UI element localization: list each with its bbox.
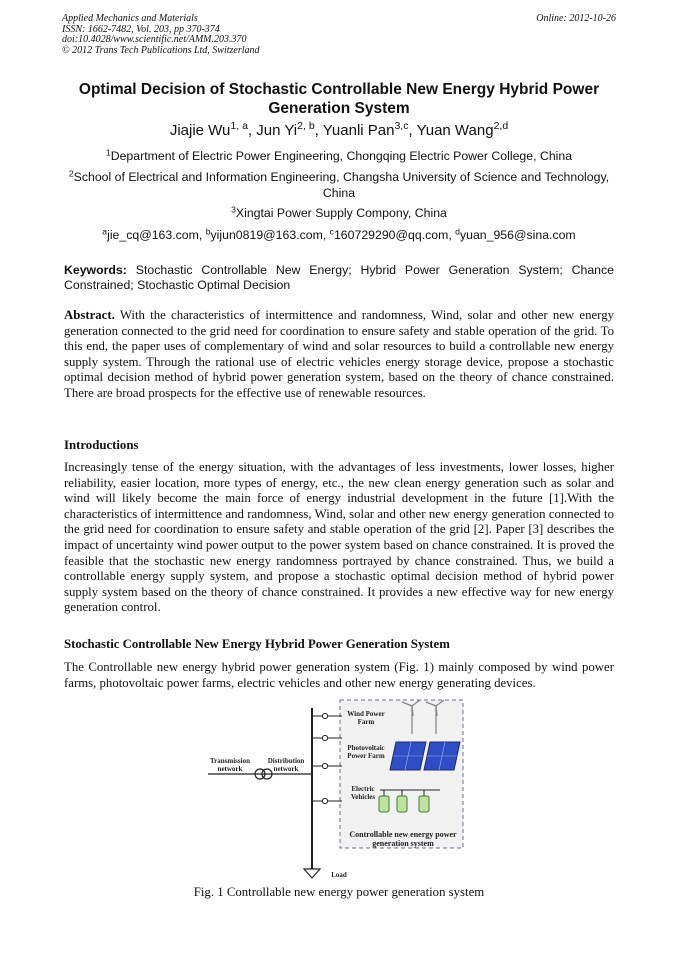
keywords-text: Stochastic Controllable New Energy; Hybrid Power Generation System; Chance Constrained; Stochastic Optimal Decision bbox=[64, 263, 614, 292]
load-arrow-icon bbox=[304, 869, 320, 878]
affiliation-sup: 3 bbox=[231, 204, 236, 215]
ev-label: Electric Vehicles bbox=[350, 785, 376, 801]
affiliation-3 bbox=[60, 206, 618, 222]
breaker-icon bbox=[322, 763, 327, 768]
system-label: Controllable new energy power generation system bbox=[349, 830, 457, 848]
email-address[interactable]: 160729290@qq.com bbox=[333, 228, 449, 242]
affiliation-text: Department of Electric Power Engineering, Chongqing Electric Power College, China bbox=[110, 149, 573, 163]
system-figure bbox=[200, 694, 480, 884]
journal-name: Applied Mechanics and Materials bbox=[62, 13, 198, 24]
introduction-text: Increasingly tense of the energy situation, with the advantages of less investments, lower losses, higher reliability, easier location, more types of energy, etc., the new clean energy generation such as solar and wind will likely become the main force of energy industrial development in the future [1].With the characteristics of intermittence and randomness, Wind, solar and other new energy generation connected to the grid need for coordination to ensure safety and stable operation of the grid [2]. Paper [3] describes the impact of uncertainty wind power output to the power system based on chance constrained. It is proved the feasible that the stochastic new energy randomness portrayed by chance constrained. Thus, we build a controllable energy supply system, and propose a stochastic optimal decision method of hybrid power supply system based on the theory of chance constrained. It provides a new effective way for new energy generation control. bbox=[64, 460, 614, 615]
pv-label: Photovoltaic Power Farm bbox=[347, 744, 385, 760]
author-name: Jiajie Wu bbox=[169, 122, 231, 139]
section2-text: The Controllable new energy hybrid power generation system (Fig. 1) mainly composed by wind power farms, photovoltaic power farms, electric vehicles and other new energy generating devices. bbox=[64, 660, 614, 690]
system-diagram bbox=[200, 694, 480, 884]
affiliation-sup: 2 bbox=[68, 168, 74, 179]
breaker-icon bbox=[322, 713, 327, 718]
solar-panel-icon bbox=[424, 742, 460, 770]
journal-header bbox=[62, 14, 616, 56]
breaker-icon bbox=[322, 798, 327, 803]
affiliation-sup: 1 bbox=[105, 147, 111, 158]
solar-panel-icon bbox=[390, 742, 426, 770]
section-heading: Stochastic Controllable New Energy Hybrid Power Generation System bbox=[64, 637, 450, 651]
paper-title: Optimal Decision of Stochastic Controllable New Energy Hybrid Power Generation System bbox=[78, 81, 600, 117]
affiliation-text: Xingtai Power Supply Compony, China bbox=[235, 206, 447, 220]
abstract-label: Abstract. bbox=[64, 308, 115, 322]
author-sup: 2, b bbox=[297, 120, 315, 133]
email-sup: a bbox=[102, 226, 108, 237]
abstract-block bbox=[64, 308, 614, 402]
author-sup: 3,c bbox=[394, 120, 409, 133]
affiliation-text: School of Electrical and Information Engineering, Changsha University of Science and Technology, China bbox=[73, 170, 610, 200]
keywords-block bbox=[64, 263, 614, 292]
breaker-icon bbox=[322, 735, 327, 740]
author-sup: 1, a bbox=[230, 120, 248, 133]
section-heading: Introductions bbox=[64, 438, 139, 452]
email-sup: b bbox=[205, 226, 211, 237]
email-list: $^a$jie_cq@163.com, $^b$yijun0819@163.com, $^c$160729290@qq.com, $^d$yuan_956@sina.com bbox=[102, 226, 576, 242]
author-list: Jiajie Wu$^{1, a}$, Jun Yi$^{2, b}$, Yuanli Pan$^{3,c}$, Yuan Wang$^{2,d}$ bbox=[169, 120, 509, 139]
abstract-text: With the characteristics of intermittence and randomness, Wind, solar and other new energy generation connected to the grid need for coordination to ensure safety and stable operation of the grid. To this end, the paper uses of complementary of wind and solar resources to build a controllable new energy supply system. Through the rational use of electric vehicles energy storage device, propose a stochastic optimal decision method of hybrid power generation system, based on the theory of chance constrained. There are broad prospects for the effective use of renewable resources. bbox=[64, 308, 614, 400]
distribution-label: Distribution network bbox=[267, 757, 305, 773]
affiliation-1 bbox=[60, 149, 618, 165]
email-sup: d bbox=[455, 226, 460, 237]
author-name: Yuanli Pan bbox=[322, 122, 395, 139]
email-address[interactable]: yuan_956@sina.com bbox=[459, 228, 576, 242]
journal-doi: doi:10.4028/www.scientific.net/AMM.203.370 bbox=[62, 34, 247, 45]
affiliation-2 bbox=[60, 170, 618, 201]
author-name: Jun Yi bbox=[256, 122, 298, 139]
keywords-label: Keywords: bbox=[64, 263, 127, 277]
wind-label: Wind Power Farm bbox=[347, 710, 385, 726]
author-name: Yuan Wang bbox=[416, 122, 494, 139]
email-address[interactable]: yijun0819@163.com bbox=[210, 228, 323, 242]
transmission-label: Transmission network bbox=[210, 757, 250, 773]
author-sup: 2,d bbox=[493, 120, 509, 133]
journal-issn: ISSN: 1662-7482, Vol. 203, pp 370-374 bbox=[62, 23, 220, 35]
journal-copyright: © 2012 Trans Tech Publications Ltd, Switzerland bbox=[62, 44, 260, 56]
online-date: Online: 2012-10-26 bbox=[536, 13, 616, 24]
figure-caption: Fig. 1 Controllable new energy power generation system bbox=[193, 885, 485, 899]
load-label: Load bbox=[331, 871, 347, 879]
email-address[interactable]: jie_cq@163.com bbox=[107, 228, 199, 242]
email-sup: c bbox=[329, 226, 334, 237]
